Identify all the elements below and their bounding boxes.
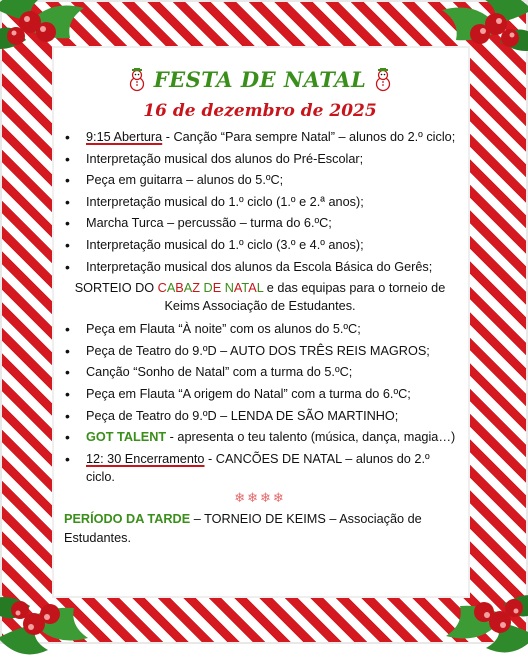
list-item-text: - Canção “Para sempre Natal” – alunos do 2.º ciclo;: [162, 130, 456, 144]
list-item-text: Interpretação musical do 1.º ciclo (1.º e 2.ª anos);: [86, 194, 364, 209]
list-item: [60, 214, 460, 232]
page-title: FESTA DE NATAL: [153, 67, 367, 92]
raffle-suffix: e das equipas para o torneio de Keims Associação de Estudantes.: [164, 281, 446, 314]
list-item-text: Canção “Sonho de Natal” com a turma do 5.ºC;: [86, 365, 353, 380]
list-item: [60, 236, 460, 254]
cabaz-letter: Z: [192, 281, 200, 296]
afternoon-section: [60, 510, 460, 548]
afternoon-label: PERÍODO DA TARDE: [64, 512, 191, 527]
snowman-icon: [374, 68, 392, 92]
cabaz-letter: B: [175, 281, 184, 296]
list-item-text: Peça em Flauta “À noite” com os alunos do 5.ºC;: [86, 322, 361, 337]
list-item-text: Interpretação musical do 1.º ciclo (3.º e 4.º anos);: [86, 237, 364, 252]
cabaz-letter: A: [166, 281, 176, 296]
list-item-text: Peça em Flauta “A origem do Natal” com a turma do 6.ºC;: [86, 386, 411, 401]
list-item: [60, 171, 460, 189]
list-item: [60, 407, 460, 425]
raffle-prefix: SORTEIO DO: [74, 281, 158, 296]
list-item-text: Peça de Teatro do 9.ºD – AUTO DOS TRÊS REIS MAGROS;: [86, 343, 430, 358]
cabaz-letter: C: [157, 281, 167, 296]
raffle-note: [60, 279, 460, 315]
cabaz-letter: L: [256, 281, 264, 296]
got-talent-label: GOT TALENT: [86, 430, 167, 445]
document-content: [60, 60, 460, 548]
snowman-icon: [128, 68, 146, 92]
list-item-text: Interpretação musical dos alunos do Pré-Escolar;: [86, 151, 364, 166]
list-item-text: - CANCÕES DE NATAL – alunos do 2.º ciclo.: [86, 451, 430, 484]
list-item: [60, 385, 460, 403]
cabaz-letter: A: [233, 281, 242, 296]
list-item: [60, 150, 460, 168]
title-row: [60, 66, 460, 94]
cabaz-de-natal: [158, 281, 264, 295]
list-item: [60, 342, 460, 360]
list-item: [60, 258, 460, 276]
cabaz-letter: T: [241, 281, 249, 296]
list-item: [60, 320, 460, 338]
list-item: [60, 363, 460, 381]
cabaz-letter: D: [203, 281, 213, 296]
list-item-text: Peça de Teatro do 9.ºD – LENDA DE SÃO MARTINHO;: [86, 408, 399, 423]
list-item-text: - apresenta o teu talento (música, dança, magia…): [166, 430, 456, 445]
list-item-text: Interpretação musical dos alunos da Escola Básica do Gerês;: [86, 259, 433, 274]
snowflake-icon: ❄❄❄❄: [234, 490, 286, 506]
list-item: [60, 193, 460, 211]
list-item: [60, 128, 460, 146]
list-item: [60, 450, 460, 486]
program-list: [60, 128, 460, 276]
afternoon-text: – TORNEIO DE KEIMS – Associação de Estudantes.: [64, 512, 422, 546]
list-item-text: Peça em guitarra – alunos do 5.ºC;: [86, 173, 284, 188]
cabaz-letter: A: [248, 281, 257, 296]
closing-time: 12: 30 Encerramento: [86, 451, 205, 466]
opening-time: 9:15 Abertura: [86, 130, 163, 144]
cabaz-letter: A: [183, 281, 193, 296]
cabaz-letter: E: [212, 281, 222, 296]
program-list-2: [60, 320, 460, 486]
cabaz-letter: N: [224, 281, 234, 296]
list-item: [60, 428, 460, 446]
list-item-text: Marcha Turca – percussão – turma do 6.ºC;: [86, 216, 332, 231]
event-date: 16 de dezembro de 2025: [143, 101, 377, 121]
